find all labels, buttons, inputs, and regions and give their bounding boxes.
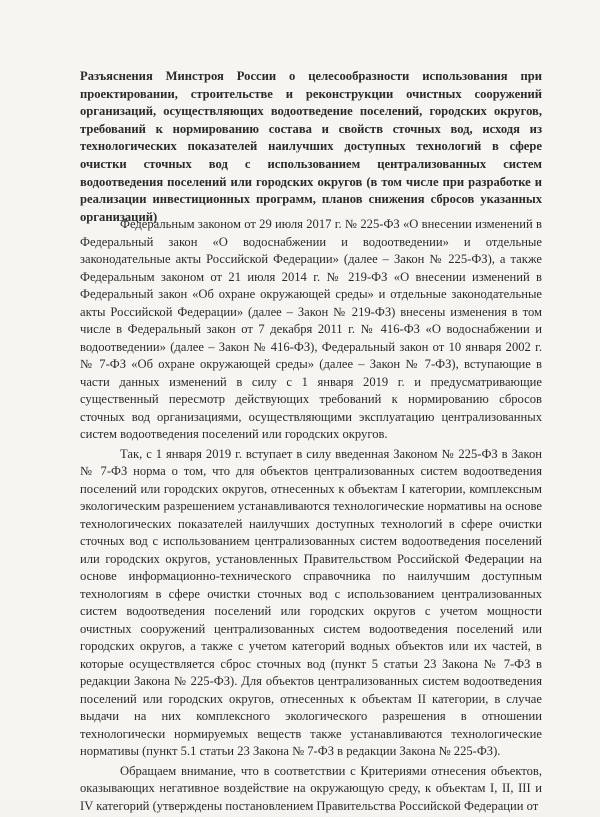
document-body (80, 216, 542, 817)
paragraph-3: Обращаем внимание, что в соответствии с Критериями отнесения объектов, оказывающих негативное воздействие на окружающую среду, к объектам I, II, III и IV категорий (утверждены постановлением Правительства Российской Федерации от (80, 763, 542, 813)
document-title: Разъяснения Минстроя России о целесообразности использования при проектировании, строительстве и реконструкции очистных сооружений организаций, осуществляющих водоотведение поселений, городских округов, требований к нормированию состава и свойств сточных вод, исходя из технологических показателей наилучших доступных технологий в сфере очистки сточных вод с использованием централизованных систем водоотведения поселений или городских округов (в том числе при разработке и реализации инвестиционных программ, планов снижения сбросов указанных организаций) (80, 69, 542, 224)
paragraph-1: Федеральным законом от 29 июля 2017 г. № 225-ФЗ «О внесении изменений в Федеральный закон «О водоснабжении и водоотведении» и отдельные законодательные акты Российской Федерации» (далее – Закон № 225-ФЗ), а также Федеральным законом от 21 июля 2014 г. № 219-ФЗ «О внесении изменений в Федеральный закон «Об охране окружающей среды» и отдельные законодательные акты Российской Федерации» (далее – Закон № 219-ФЗ) внесены изменения в том числе в Федеральный закон от 7 декабря 2011 г. № 416-ФЗ «О водоснабжении и водоотведении» (далее – Закон № 416-ФЗ), Федеральный закон от 10 января 2002 г. № 7-ФЗ «Об охране окружающей среды» (далее – Закон № 7-ФЗ), вступающие в части данных изменений в силу с 1 января 2019 г. и предусматривающие существенный пересмотр действующих требований к нормированию сбросов сточных вод организациями, осуществляющими эксплуатацию централизованных систем водоотведения поселений или городских округов. (80, 217, 542, 441)
paragraph-2: Так, с 1 января 2019 г. вступает в силу введенная Законом № 225-ФЗ в Закон № 7-ФЗ норма о том, что для объектов централизованных систем водоотведения поселений или городских округов, отнесенных к объектам I категории, комплексным экологическим разрешением устанавливаются технологические нормативы на основе технологических показателей наилучших доступных технологий в сфере очистки сточных вод с использованием централизованных систем водоотведения поселений или городских округов, установленных Правительством Российской Федерации на основе информационно-технического справочника по наилучшим доступным технологиям в сфере очистки сточных вод с использованием централизованных систем водоотведения поселений или городских округов с учетом мощности очистных сооружений централизованных систем водоотведения поселений или городских округов, а также с учетом категорий водных объектов или их частей, в которые осуществляется сброс сточных вод (пункт 5 статьи 23 Закона № 7-ФЗ в редакции Закона № 225-ФЗ). Для объектов централизованных систем водоотведения поселений или городских округов, отнесенных к объектам II категории, в случае выдачи на них комплексного экологического разрешения в отношении технологически нормируемых веществ также устанавливаются технологические нормативы (пункт 5.1 статьи 23 Закона № 7-ФЗ в редакции Закона № 225-ФЗ). (80, 446, 542, 758)
